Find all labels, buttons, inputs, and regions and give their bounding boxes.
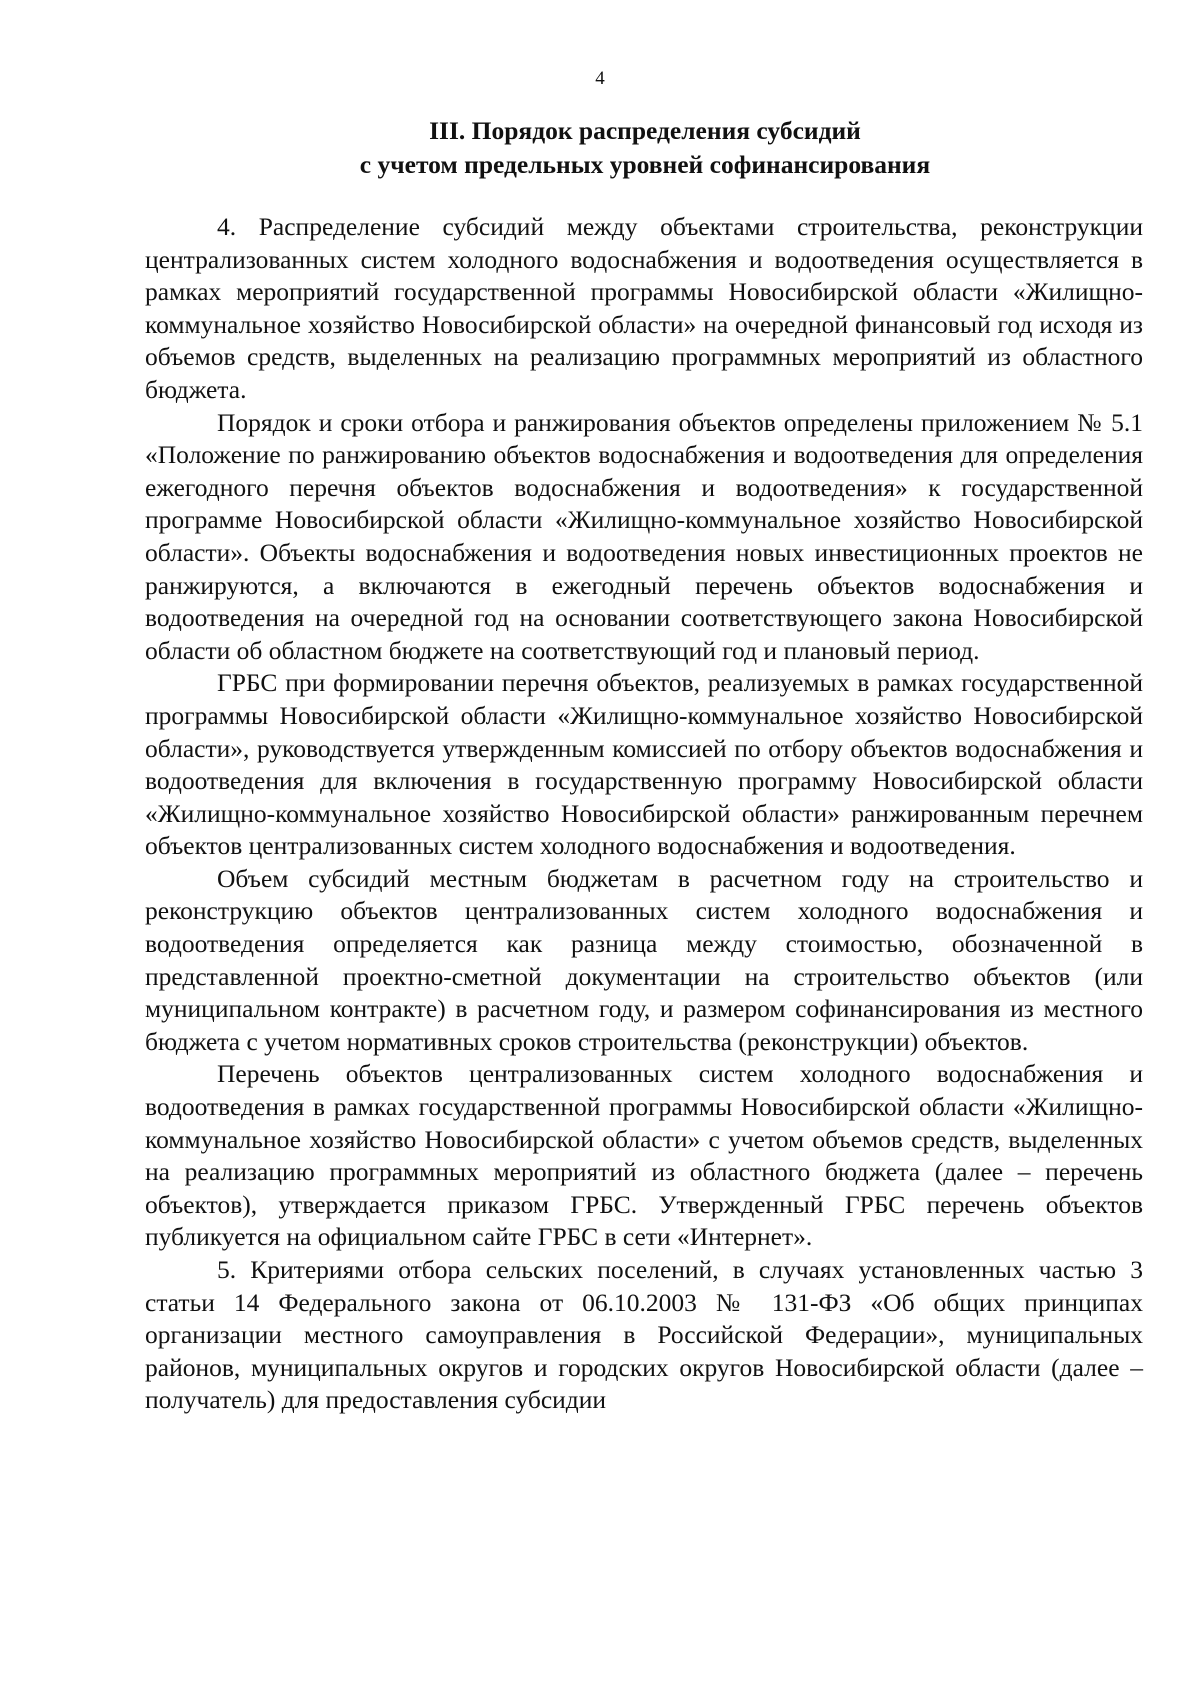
paragraph-ranking-order: Порядок и сроки отбора и ранжирования объектов определены приложением № 5.1 «Положение по ранжированию объектов водоснабжения и водоотведения для определения ежегодного перечня объектов водоснабжения и водоотведения» к государственной программе Новосибирской области «Жилищно-коммунальное хозяйство Новосибирской области». Объекты водоснабжения и водоотведения новых инвестиционных проектов не ранжируются, а включаются в ежегодный перечень объектов водоснабжения и водоотведения на очередной год на основании соответствующего закона Новосибирской области об областном бюджете на соответствующий год и плановый период.: [145, 407, 1143, 665]
section-heading: [145, 114, 1145, 182]
paragraph-grbs-list: ГРБС при формировании перечня объектов, реализуемых в рамках государственной программы Новосибирской области «Жилищно-коммунальное хозяйство Новосибирской области», руководствуется утвержденным комиссией по отбору объектов водоснабжения и водоотведения для включения в государственную программу Новосибирской области «Жилищно-коммунальное хозяйство Новосибирской области» ранжированным перечнем объектов централизованных систем холодного водоснабжения и водоотведения.: [145, 668, 1143, 861]
paragraph-object-list: Перечень объектов централизованных систем холодного водоснабжения и водоотведения в рамках государственной программы Новосибирской области «Жилищно-коммунальное хозяйство Новосибирской области» с учетом объемов средств, выделенных на реализацию программных мероприятий из областного бюджета (далее – перечень объектов), утверждается приказом ГРБС. Утвержденный ГРБС перечень объектов публикуется на официальном сайте ГРБС в сети «Интернет».: [145, 1059, 1143, 1252]
page-number: 4: [595, 68, 605, 89]
document-body: [145, 211, 1143, 1417]
section-title-line-1: III. Порядок распределения субсидий: [429, 116, 861, 145]
paragraph-5-criteria: 5. Критериями отбора сельских поселений, в случаях установленных частью 3 статьи 14 Федерального закона от 06.10.2003 № 131-ФЗ «Об общих принципах организации местного самоуправления в Российской Федерации», муниципальных районов, муниципальных округов и городских округов Новосибирской области (далее – получатель) для предоставления субсидии: [145, 1255, 1143, 1415]
section-title-line-2: с учетом предельных уровней софинансирования: [359, 150, 931, 179]
paragraph-subsidy-volume: Объем субсидий местным бюджетам в расчетном году на строительство и реконструкцию объектов централизованных систем холодного водоснабжения и водоотведения определяется как разница между стоимостью, обозначенной в представленной проектно-сметной документации на строительство объектов (или муниципальном контракте) в расчетном году, и размером софинансирования из местного бюджета с учетом нормативных сроков строительства (реконструкции) объектов.: [145, 863, 1143, 1056]
paragraph-4-distribution: 4. Распределение субсидий между объектами строительства, реконструкции централизованных систем холодного водоснабжения и водоотведения осуществляется в рамках мероприятий государственной программы Новосибирской области «Жилищно-коммунальное хозяйство Новосибирской области» на очередной финансовый год исходя из объемов средств, выделенных на реализацию программных мероприятий из областного бюджета.: [145, 212, 1143, 404]
